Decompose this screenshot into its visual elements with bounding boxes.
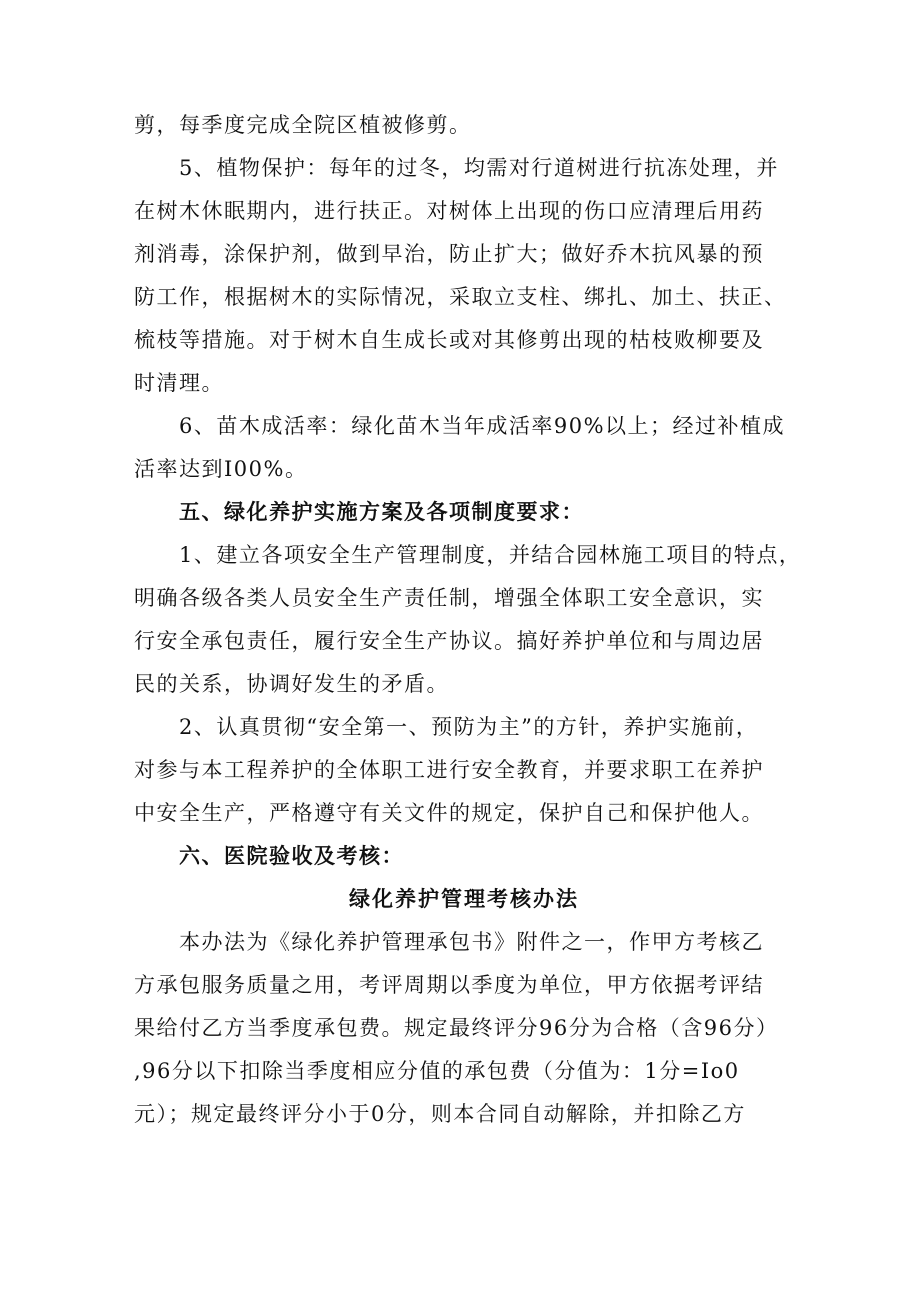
text-line: 中安全生产，严格遵守有关文件的规定，保护自己和保护他人。	[134, 801, 764, 825]
text-line: 时清理。	[134, 371, 224, 395]
text-line: 梳枝等措施。对于树木自生成长或对其修剪出现的枯枝败柳要及	[134, 328, 764, 352]
document-title: 绿化养护管理考核办法	[349, 887, 579, 911]
text-line: 在树木休眠期内，进行扶正。对树体上出现的伤口应清理后用药	[134, 199, 764, 223]
text-line: 防工作，根据树木的实际情况，采取立支柱、绑扎、加土、扶正、	[134, 285, 787, 309]
text-line: 方承包服务质量之用，考评周期以季度为单位，甲方依据考评结	[134, 973, 764, 997]
document-body	[134, 104, 802, 1136]
text-line: 果给付乙方当季度承包费。规定最终评分96分为合格（含96分）	[134, 1016, 779, 1040]
text-line: 剂消毒，涂保护剂，做到早治，防止扩大；做好乔木抗风暴的预	[134, 242, 764, 266]
text-line: 元）；规定最终评分小于0分，则本合同自动解除，并扣除乙方	[134, 1102, 746, 1126]
text-line: 剪，每季度完成全院区植被修剪。	[134, 113, 472, 137]
text-line: 活率达到I00%。	[134, 457, 308, 481]
section-5-plant-protection: 5、植物保护：每年的过冬，均需对行道树进行抗冻处理，并	[134, 156, 779, 180]
item-2-safety-policy: 2、认真贯彻“安全第一、预防为主”的方针，养护实施前，	[134, 715, 759, 739]
section-6-survival-rate: 6、苗木成活率：绿化苗木当年成活率90%以上；经过补植成	[134, 414, 786, 438]
section-heading-six: 六、医院验收及考核：	[134, 844, 404, 868]
text-line: 民的关系，协调好发生的矛盾。	[134, 672, 449, 696]
section-heading-five: 五、绿化养护实施方案及各项制度要求：	[134, 500, 584, 524]
item-1-safety-system: 1、建立各项安全生产管理制度，并结合园林施工项目的特点，	[134, 543, 802, 567]
text-line: ,96分以下扣除当季度相应分值的承包费（分值为：1分=Io0	[134, 1059, 740, 1083]
text-line: 明确各级各类人员安全生产责任制，增强全体职工安全意识，实	[134, 586, 764, 610]
text-line: 行安全承包责任，履行安全生产协议。搞好养护单位和与周边居	[134, 629, 764, 653]
assessment-paragraph: 本办法为《绿化养护管理承包书》附件之一，作甲方考核乙	[134, 930, 764, 954]
text-line: 对参与本工程养护的全体职工进行安全教育，并要求职工在养护	[134, 758, 764, 782]
